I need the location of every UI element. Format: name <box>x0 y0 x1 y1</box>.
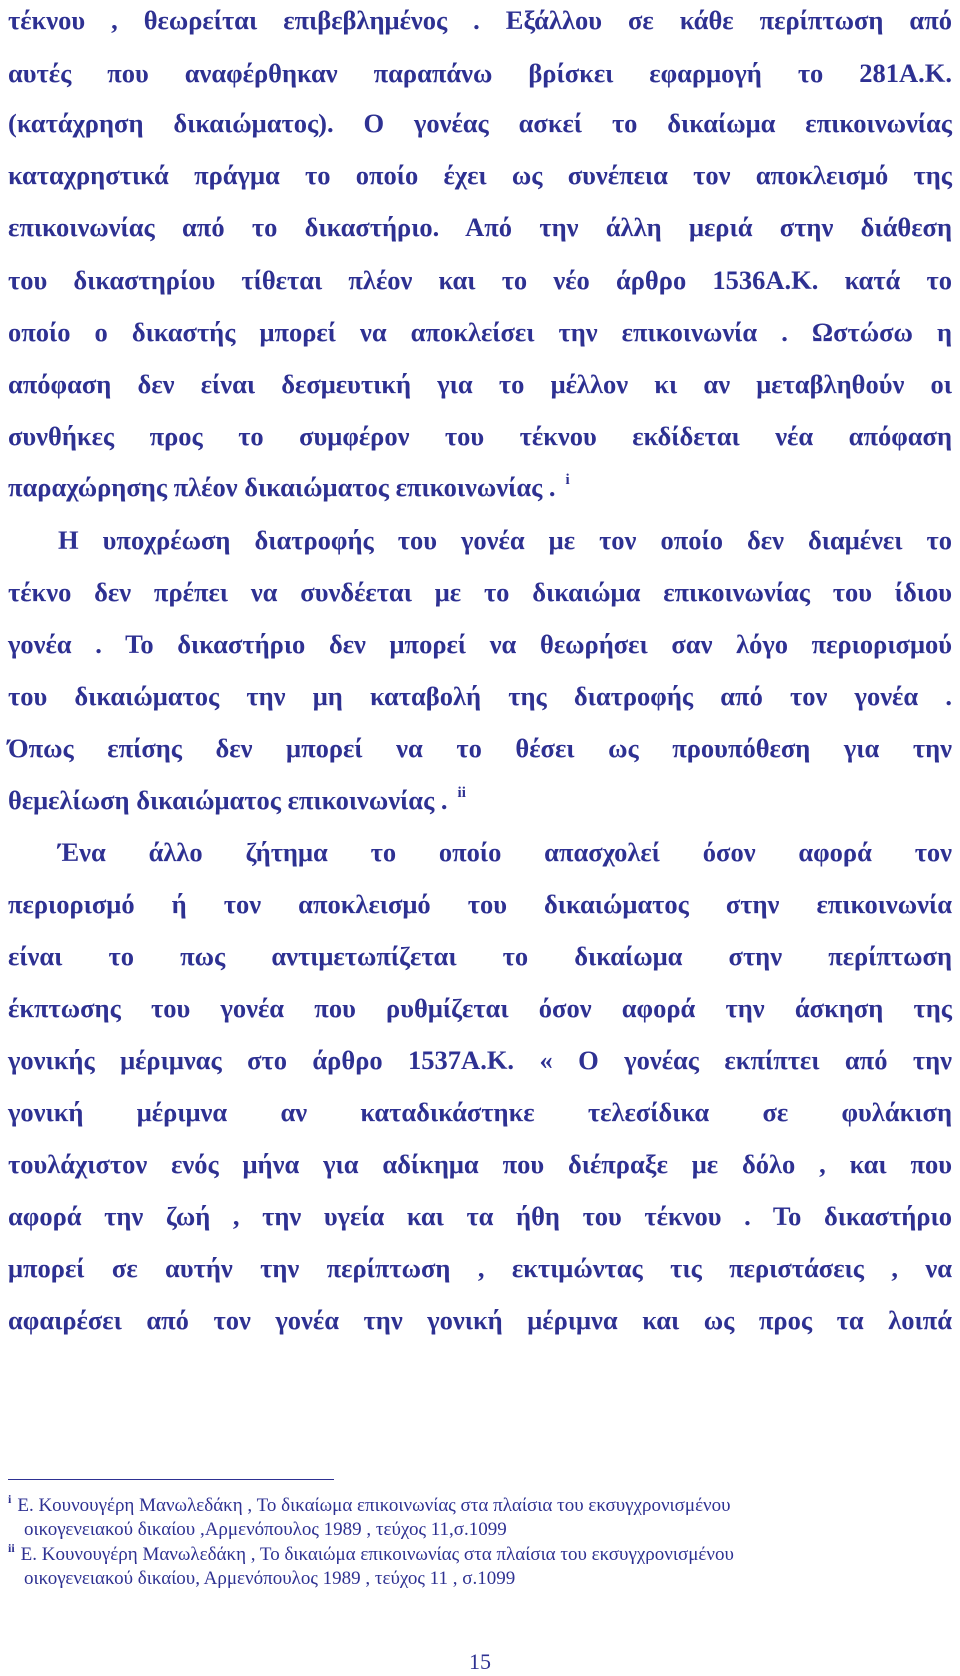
body-line: έκπτωσης του γονέα που ρυθμίζεται όσον αφορά την άσκηση της <box>8 993 952 1023</box>
body-line: μπορεί σε αυτήν την περίπτωση , εκτιμώντας τις περιστάσεις , να <box>8 1253 952 1283</box>
body-line: τέκνο δεν πρέπει να συνδέεται με το δικαιώμα επικοινωνίας του ίδιου <box>8 577 952 607</box>
paragraph-first-line: Ένα άλλο ζήτημα το οποίο απασχολεί όσον αφορά τον <box>58 837 952 867</box>
body-line: επικοινωνίας από το δικαστήριο. Από την άλλη μεριά στην διάθεση <box>8 212 952 242</box>
footnote-ref-mark: ii <box>457 785 466 801</box>
body-line-text: παραχώρησης πλέον δικαιώματος επικοινωνίας . <box>8 472 556 502</box>
footnote-mark: i <box>8 1492 12 1506</box>
body-line: γονική μέριμνα αν καταδικάστηκε τελεσίδικα σε φυλάκιση <box>8 1097 952 1127</box>
body-line: τέκνου , θεωρείται επιβεβλημένος . Εξάλλου σε κάθε περίπτωση από <box>8 5 952 35</box>
body-line: τουλάχιστον ενός μήνα για αδίκημα που διέπραξε με δόλο , και που <box>8 1149 952 1179</box>
footnote-line: οικογενειακού δικαίου, Αρμενόπουλος 1989 , τεύχος 11 , σ.1099 <box>24 1568 516 1589</box>
body-line-with-ref <box>8 785 952 815</box>
footnote-ref-mark: i <box>565 472 570 488</box>
body-line-with-ref <box>8 472 952 502</box>
body-line: περιορισμό ή τον αποκλεισμό του δικαιώματος στην επικοινωνία <box>8 889 952 919</box>
footnote-separator <box>8 1479 334 1480</box>
body-line-text: θεμελίωση δικαιώματος επικοινωνίας . <box>8 785 448 815</box>
page-number: 15 <box>469 1649 491 1674</box>
body-line: αυτές που αναφέρθηκαν παραπάνω βρίσκει εφαρμογή το 281Α.Κ. <box>8 58 952 88</box>
body-line: (κατάχρηση δικαιώματος). Ο γονέας ασκεί το δικαίωμα επικοινωνίας <box>8 108 952 138</box>
body-line: απόφαση δεν είναι δεσμευτική για το μέλλον κι αν μεταβληθούν οι <box>8 369 952 399</box>
body-line: οποίο ο δικαστής μπορεί να αποκλείσει την επικοινωνία . Ωστώσω η <box>8 317 952 347</box>
footnote-mark: ii <box>8 1541 15 1555</box>
body-line: του δικαιώματος την μη καταβολή της διατροφής από τον γονέα . <box>8 681 952 711</box>
paragraph-first-line: Η υποχρέωση διατροφής του γονέα με τον οποίο δεν διαμένει το <box>58 525 952 555</box>
footnote-line <box>8 1541 952 1566</box>
footnote-line: οικογενειακού δικαίου ,Αρμενόπουλος 1989 , τεύχος 11,σ.1099 <box>24 1519 507 1540</box>
footnote-line <box>8 1492 952 1517</box>
body-line: είναι το πως αντιμετωπίζεται το δικαίωμα στην περίπτωση <box>8 941 952 971</box>
body-line: γονικής μέριμνας στο άρθρο 1537Α.Κ. « Ο γονέας εκπίπτει από την <box>8 1045 952 1075</box>
footnote-text: Ε. Κουνουγέρη Μανωλεδάκη , Το δικαιώμα επικοινωνίας στα πλαίσια του εκσυγχρονισμένου <box>20 1544 734 1565</box>
body-line: καταχρηστικά πράγμα το οποίο έχει ως συνέπεια τον αποκλεισμό της <box>8 160 952 190</box>
footnote-text: Ε. Κουνουγέρη Μανωλεδάκη , Το δικαίωμα επικοινωνίας στα πλαίσια του εκσυγχρονισμένου <box>17 1495 731 1516</box>
body-line: αφορά την ζωή , την υγεία και τα ήθη του τέκνου . Το δικαστήριο <box>8 1201 952 1231</box>
body-line: Όπως επίσης δεν μπορεί να το θέσει ως προυπόθεση για την <box>8 733 952 763</box>
body-line: γονέα . Το δικαστήριο δεν μπορεί να θεωρήσει σαν λόγο περιορισμού <box>8 629 952 659</box>
body-line: συνθήκες προς το συμφέρον του τέκνου εκδίδεται νέα απόφαση <box>8 421 952 451</box>
body-line: αφαιρέσει από τον γονέα την γονική μέριμνα και ως προς τα λοιπά <box>8 1305 952 1335</box>
body-line: του δικαστηρίου τίθεται πλέον και το νέο άρθρο 1536Α.Κ. κατά το <box>8 265 952 295</box>
